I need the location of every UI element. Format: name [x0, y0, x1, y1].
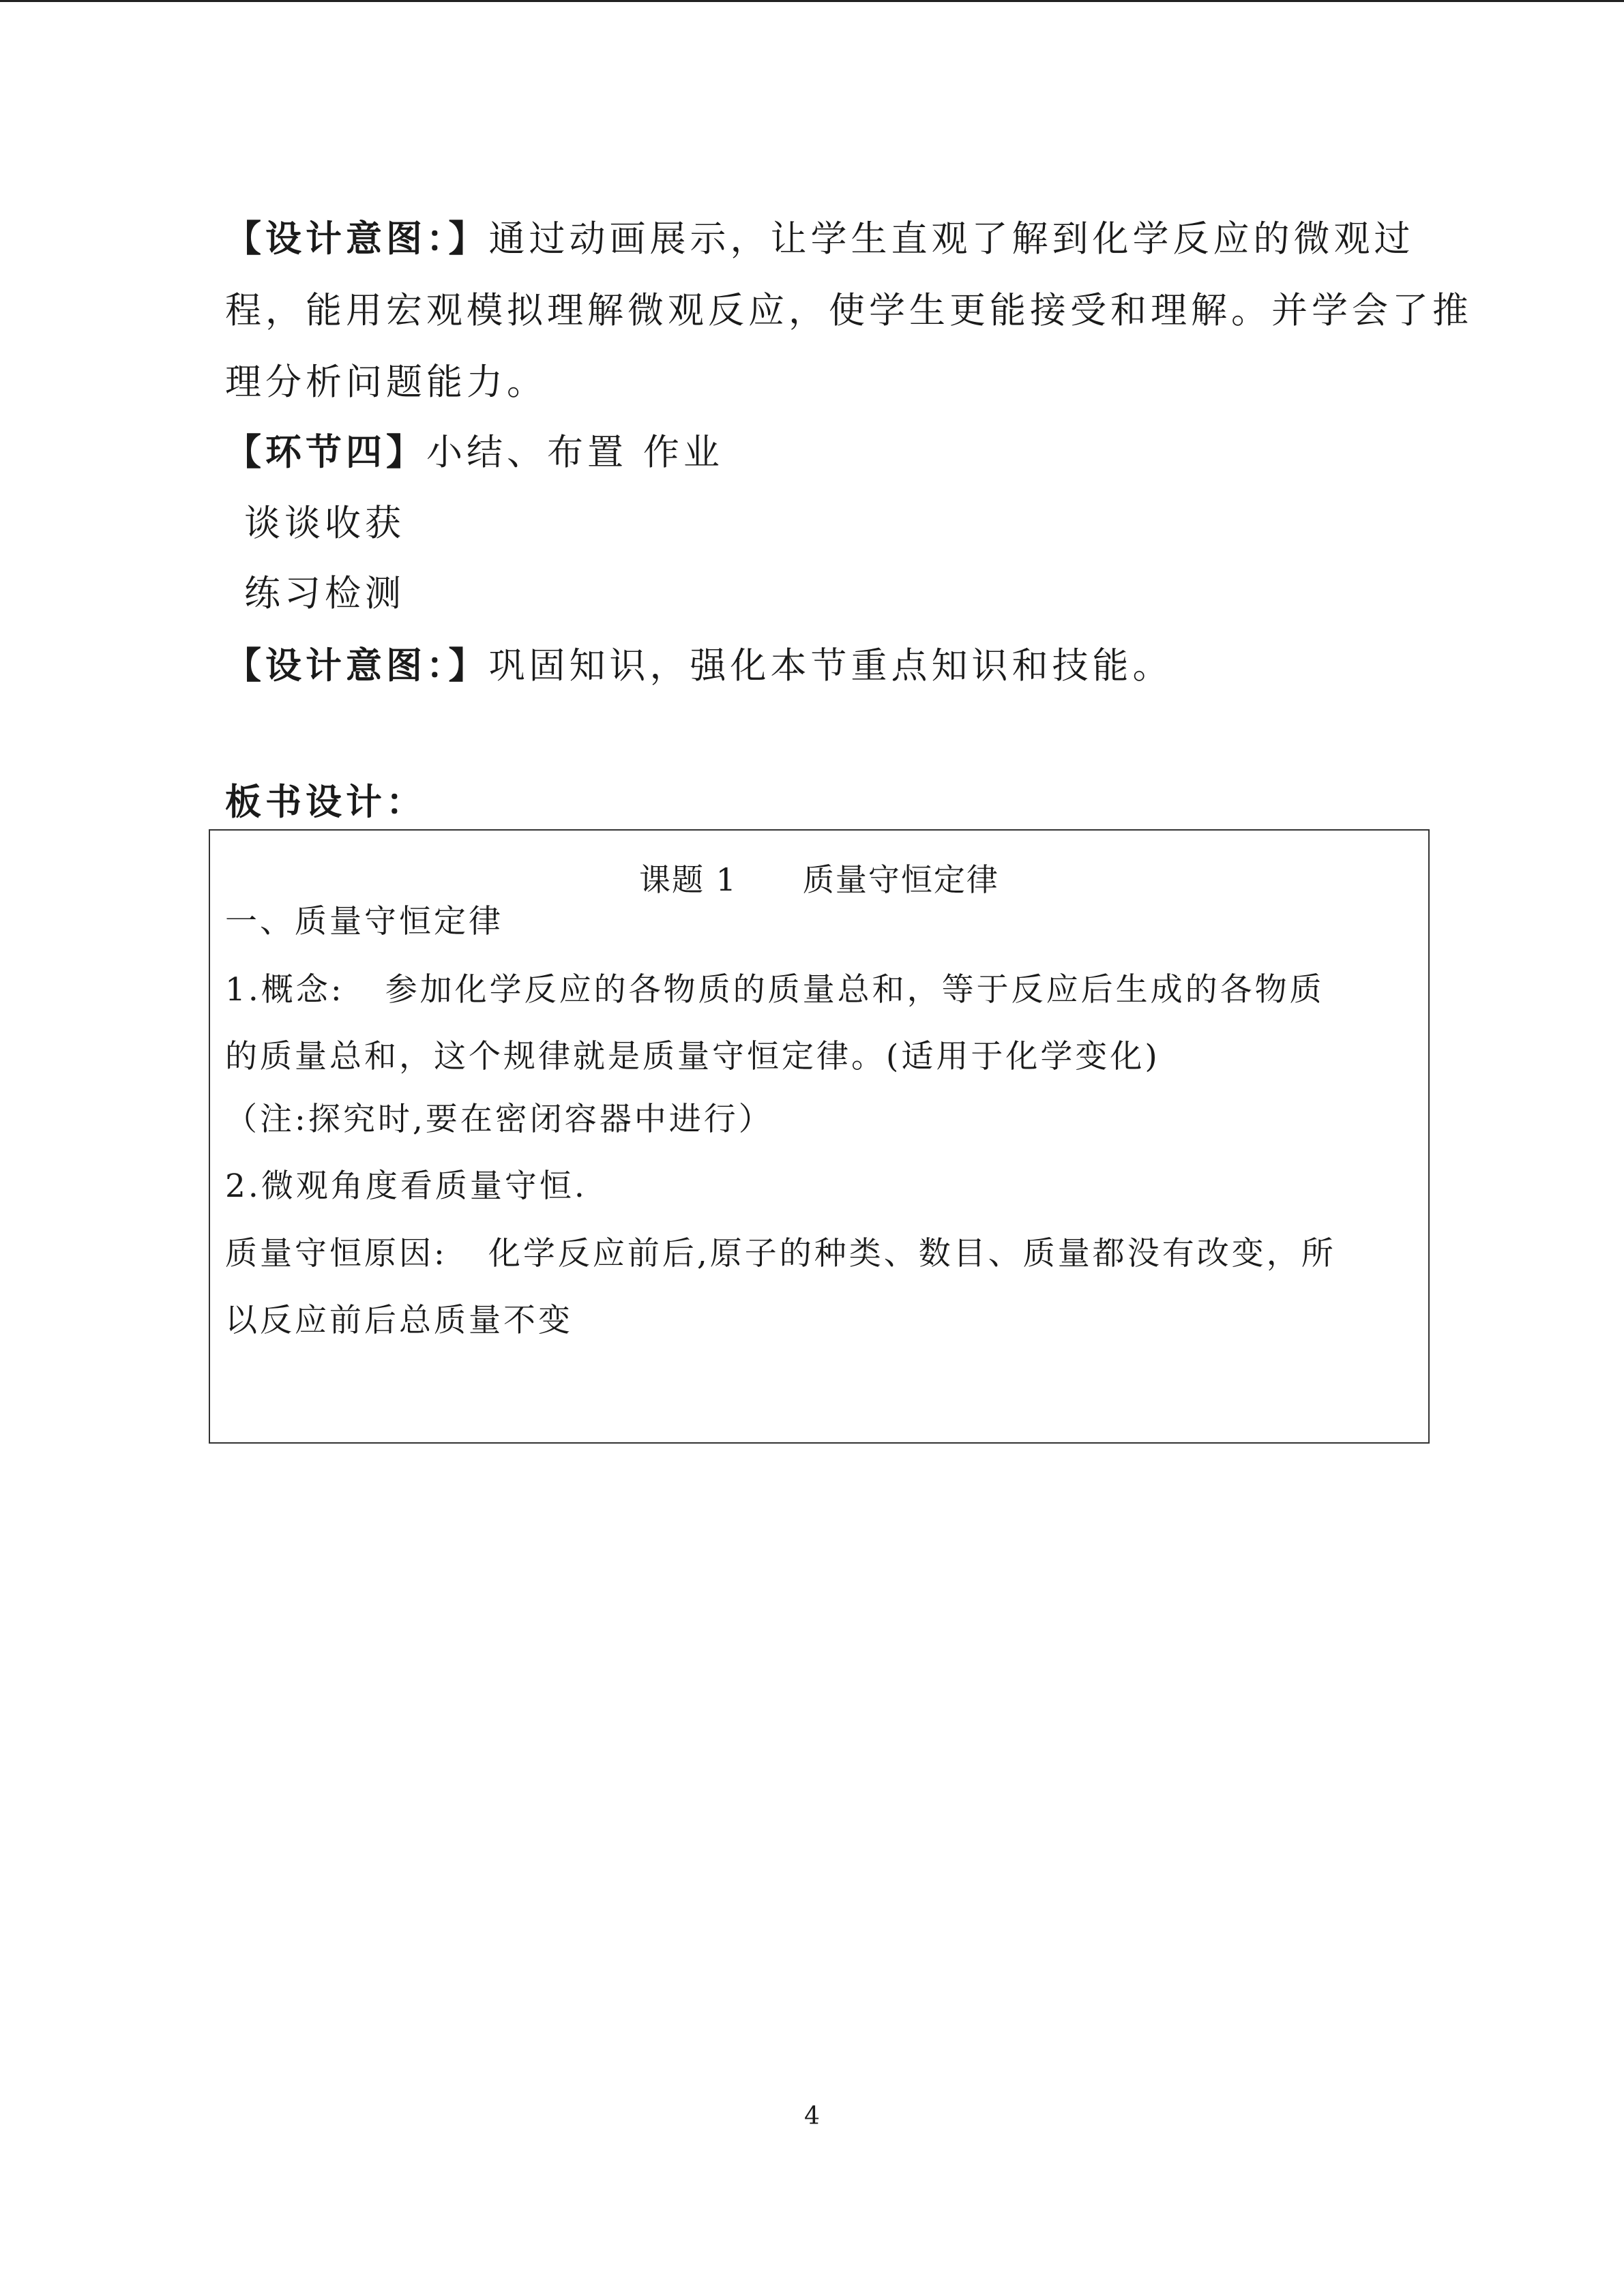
board-reason-line-1	[225, 1221, 1336, 1287]
design-intent-label: 【设计意图：】	[225, 218, 489, 260]
page-number: 4	[804, 2102, 820, 2130]
design-intent-text-2: 巩固知识，强化本节重点知识和技能。	[488, 645, 1173, 687]
design-intent-label-2: 【设计意图：】	[225, 644, 489, 687]
board-micro-title: 2.微观角度看质量守恒.	[225, 1167, 587, 1205]
design-intent-text-line-3: 理分析问题能力。	[225, 361, 547, 403]
board-concept-line-2: 的质量总和，这个规律就是质量守恒定律。(适用于化学变化)	[225, 1038, 1160, 1075]
board-concept-line-1	[225, 957, 1325, 1024]
board-concept-label: 1.概念:	[225, 971, 344, 1009]
board-subtitle: 一、质量守恒定律	[225, 903, 503, 940]
board-note: （注:探究时,要在密闭容器中进行）	[225, 1101, 773, 1138]
blackboard-design-heading: 板书设计：	[225, 781, 426, 823]
section-four-heading	[225, 417, 1412, 488]
blackboard-design-box	[209, 829, 1430, 1444]
board-concept-text-1: 参加化学反应的各物质的质量总和，等于反应后生成的各物质	[385, 971, 1325, 1009]
section-four-label: 【环节四】	[225, 431, 426, 473]
design-intent-paragraph-2	[225, 630, 1412, 702]
summary-item-practice: 练习检测	[244, 573, 405, 614]
board-reason-text-1: 化学反应前后,原子的种类、数目、质量都没有改变，所	[488, 1235, 1336, 1272]
design-intent-paragraph-1	[225, 203, 1415, 275]
summary-item-gains: 谈谈收获	[244, 503, 405, 544]
design-intent-text-line-2: 程，能用宏观模拟理解微观反应，使学生更能接受和理解。并学会了推	[225, 290, 1473, 331]
section-four-title: 小结、布置 作业	[426, 432, 724, 473]
design-intent-text-line-1: 通过动画展示，让学生直观了解到化学反应的微观过	[488, 218, 1415, 260]
board-reason-line-2: 以反应前后总质量不变	[225, 1302, 573, 1339]
board-reason-label: 质量守恒原因:	[225, 1235, 447, 1272]
page-top-border	[0, 0, 1624, 2]
board-title: 课题 1 质量守恒定律	[639, 861, 999, 898]
